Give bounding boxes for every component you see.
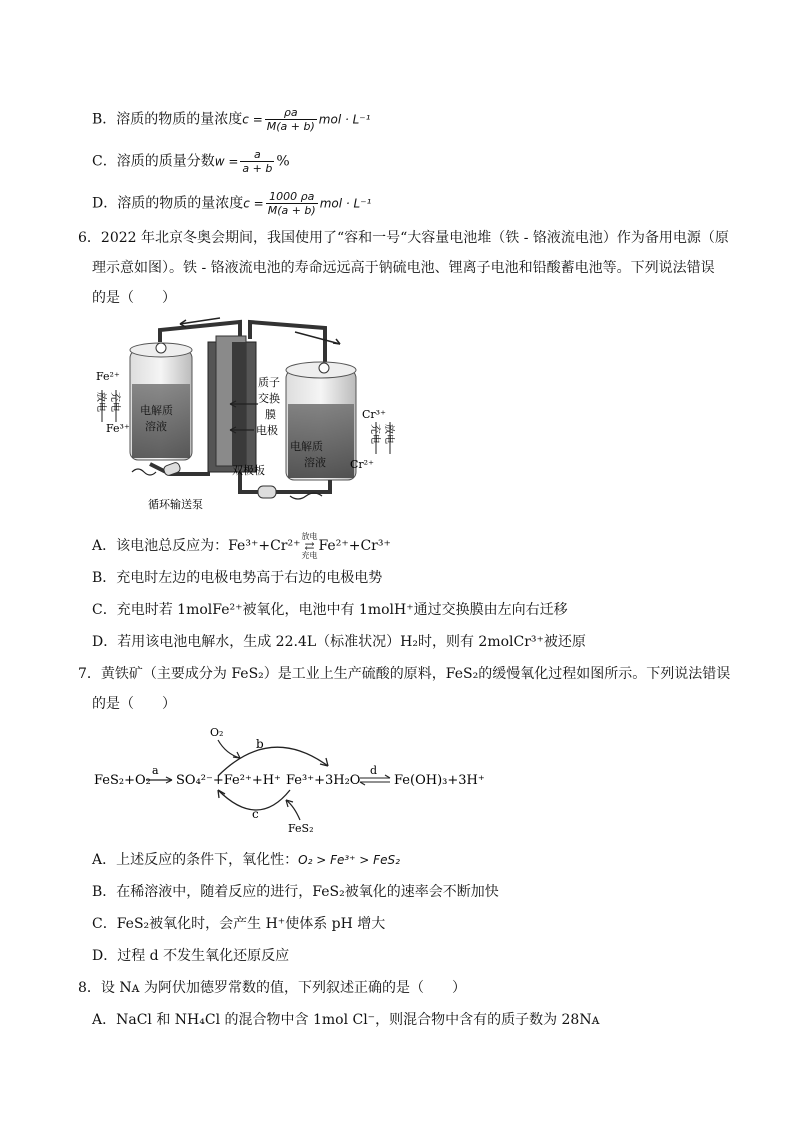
label-electrolyte-left-1: 电解质 [140, 404, 173, 417]
label-bipolar: 双极板 [232, 464, 265, 477]
label-pump: 循环输送泵 [148, 498, 203, 511]
label-membrane-3: 膜 [265, 408, 276, 421]
pipe-top-right [250, 322, 325, 364]
q7-option-c: C．FeS₂被氧化时，会产生 H⁺使体系 pH 增大 [92, 916, 386, 932]
label-membrane-2: 交换 [258, 392, 280, 405]
q6-option-a: A．该电池总反应为：Fe³⁺+Cr²⁺放电 ⇄ 充电Fe²⁺+Cr³⁺ [92, 532, 391, 560]
label-electrolyte-right-1: 电解质 [290, 440, 323, 453]
label-charge-right: 充电 [369, 424, 380, 444]
q7-stem-line-2: 的是（ ） [92, 696, 176, 712]
label-cr3: Cr³⁺ [362, 408, 386, 421]
q7-option-b: B．在稀溶液中，随着反应的进行，FeS₂被氧化的速率会不断加快 [92, 884, 499, 900]
label-discharge-left: 放电 [95, 392, 106, 412]
q7-option-a: A．上述反应的条件下，氧化性：O₂ > Fe³⁺ > FeS₂ [92, 852, 400, 868]
label-electrode: 电极 [256, 424, 278, 437]
label-cr2: Cr²⁺ [350, 458, 374, 471]
q8-option-a: A．NaCl 和 NH₄Cl 的混合物中含 1mol Cl⁻，则混合物中含有的质子数为 28Nᴀ [92, 1012, 600, 1028]
label-c: c [252, 807, 259, 821]
q6-stem-line-1: 6．2022 年北京冬奥会期间，我国使用了“容和一号“大容量电池堆（铁 - 铬液流电池）作为备用电源（原 [78, 230, 729, 246]
cycle-upper-arc [218, 747, 328, 776]
pump-right [258, 486, 276, 498]
label-d: d [370, 764, 378, 777]
label-charge-left: 充电 [109, 392, 120, 412]
q5-option-c: C．溶质的质量分数w = $\frac{a}{a + b}$ % [92, 148, 290, 175]
q6-option-c: C．充电时若 1molFe²⁺被氧化，电池中有 1molH⁺通过交换膜由左向右迁移 [92, 602, 568, 618]
fraction: $\frac{a}{a + b}$ [242, 148, 273, 175]
fraction: $\frac{\rho a}{M(a + b)}$ [266, 106, 315, 133]
flow-battery-diagram [90, 314, 400, 518]
label-fes2: FeS₂ [288, 822, 314, 835]
q5-option-b: B．溶质的物质的量浓度c = $\frac{\rho a}{M(a + b)}$ mol · L⁻¹ [92, 106, 371, 133]
equation-right: Fe³⁺+3H₂O [286, 773, 361, 788]
q6-stem-line-2: 理示意如图）。铁 - 铬液流电池的寿命远远高于钠硫电池、锂离子电池和铅酸蓄电池等。下列说法错误 [92, 260, 715, 276]
equation-left: FeS₂+O₂ [94, 773, 151, 788]
q7-stem-line-1: 7．黄铁矿（主要成分为 FeS₂）是工业上生产硫酸的原料，FeS₂的缓慢氧化过程如图所示。下列说法错误 [78, 666, 731, 682]
label-b: b [256, 737, 264, 751]
oxidation-cycle-diagram [90, 720, 490, 836]
arrow-top-right [295, 332, 340, 344]
label-a: a [152, 764, 159, 777]
q7-option-d: D．过程 d 不发生氧化还原反应 [92, 948, 290, 964]
q6-stem-line-3: 的是（ ） [92, 290, 176, 306]
label-discharge-right: 放电 [383, 424, 394, 444]
label-o2: O₂ [210, 726, 224, 739]
q8-stem: 8．设 Nᴀ 为阿伏加德罗常数的值，下列叙述正确的是（ ） [78, 980, 466, 996]
fraction: $\frac{1000 \rho a}{M(a + b)}$ [267, 190, 316, 217]
label-membrane-1: 质子 [258, 376, 280, 389]
label-electrolyte-left-2: 溶液 [145, 420, 167, 433]
reversible-arrow: 放电 ⇄ 充电 [301, 532, 318, 560]
label-electrolyte-right-2: 溶液 [304, 456, 326, 469]
label-fe3: Fe³⁺ [106, 422, 130, 435]
q5-option-d: D．溶质的物质的量浓度c = $\frac{1000 \rho a}{M(a + b)}$ mol · L⁻¹ [92, 190, 372, 217]
q6-option-b: B．充电时左边的电极电势高于右边的电极电势 [92, 570, 383, 586]
q6-option-d: D．若用该电池电解水，生成 22.4L（标准状况）H₂时，则有 2molCr³⁺被还原 [92, 634, 586, 650]
equation-middle: SO₄²⁻+Fe²⁺+H⁺ [176, 773, 281, 788]
equation-product: Fe(OH)₃+3H⁺ [394, 773, 485, 788]
label-fe2: Fe²⁺ [96, 370, 120, 383]
